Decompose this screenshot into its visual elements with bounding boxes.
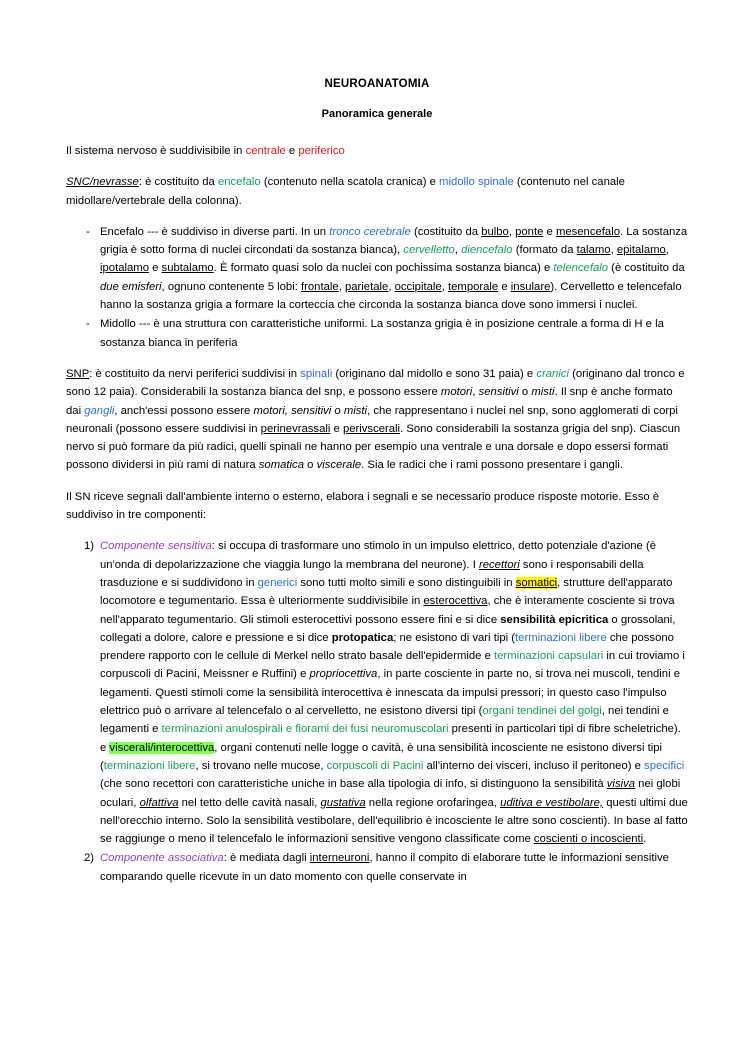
snp-segment-16: perinevrassali [260,422,331,435]
num-0-segment-18: propriocettiva [309,668,378,681]
paragraph-components-intro [66,488,688,525]
page-subtitle: Panoramica generale [321,108,433,120]
snp-segment-22: viscerale [316,459,362,472]
num-0-segment-28: corpuscoli di Pacini [326,759,424,772]
bullet-0-segment-14: , [610,244,617,257]
snp-segment-19: . Sono considerabili la sostanza grigia del snp). Ciascun nervo si può formare da più radici, quelli spinali ne hanno per esempio una ventrale e una dorsale e dopo essersi formati possono dividersi in più rami di natura [66,422,681,472]
snp-segment-17: e [330,422,343,435]
list-item-text [100,315,688,352]
bullet-0-segment-24: , ognuno contenente 5 lobi: [161,280,301,293]
bullet-0-segment-2: (costituito da [410,225,482,238]
snp-segment-21: o [304,459,317,472]
numbered-list-item [66,849,688,886]
num-0-segment-23: presenti in particolari tipi di fibre scheletriche). e [100,723,681,754]
snp-segment-15: , che rappresentano i nuclei nel snp, sono agglomerati di corpi neuronali (possono essere suddivisi in [66,404,678,435]
numbered-list-marker: 1) [84,540,95,553]
snp-segment-18: perivscerali [342,422,401,435]
bullet-0-segment-3: bulbo [481,225,509,238]
text-segment: : è costituito da [138,176,218,189]
num-0-segment-14: terminazioni libere [515,631,607,644]
num-0-segment-30: specifici [644,759,685,772]
bullet-0-segment-19: subtalamo [161,262,214,275]
numbered-list-item [66,537,688,848]
numbered-list [66,537,688,886]
num-0-segment-4: generici [257,576,298,589]
num-0-segment-32: visiva [606,778,636,791]
numbered-list-item-text [100,849,688,886]
bullet-0-segment-20: . È formato quasi solo da nuclei con pochissima sostanza bianca) e [213,262,554,275]
paragraph-intro [66,142,688,160]
bullet-0-segment-0: Encefalo --- è suddiviso in diverse parti. In un [100,225,330,238]
num-0-segment-1: : si occupa di trasformare uno stimolo in un impulso elettrico, detto potenziale d'azione (è un'onda di depolarizzazione che viaggia lungo la membrana del neurone). I [100,540,657,571]
intro3-segment-0: Il SN riceve segnali dall'ambiente interno o esterno, elabora i segnali e se necessario produce risposte motorie. Esso è suddiviso in tre componenti: [66,490,660,522]
paragraph-snc [66,173,688,210]
bullet-list [66,223,688,352]
numbered-list-item-text [100,537,688,848]
bullet-0-segment-28: , [388,280,395,293]
num-0-segment-12: protopatica [331,631,394,644]
bullet-0-segment-21: telencefalo [553,262,609,275]
num-1-segment-2: interneuroni [309,852,370,865]
num-1-segment-0: Componente associativa [100,852,224,865]
bullet-0-segment-32: e [498,280,511,293]
bullet-0-segment-27: parietale [344,280,389,293]
num-0-segment-37: nella regione orofaringea, [365,796,501,809]
snp-segment-23: . Sia le radici che i rami possono presentare i gangli. [361,459,623,472]
snp-segment-4: cranici [536,367,569,380]
snp-segment-2: spinali [300,367,333,380]
num-0-segment-25: , organi contenuti nelle logge o cavità, è una sensibilità incosciente ne esistono diversi tipi ( [100,741,663,772]
bullet-0-segment-13: talamo [576,244,611,257]
bullet-0-segment-9: cervelletto [403,244,455,257]
list-marker: - [86,318,90,331]
list-item [66,315,688,352]
num-0-segment-5: sono tutti molto simili e sono distinguibili in [297,576,516,589]
term-snc: SNC/nevrasse [66,176,139,189]
num-0-segment-36: gustativa [320,796,366,809]
bullet-0-segment-7: mesencefalo [555,225,620,238]
num-0-segment-2: recettori [478,558,520,571]
text-segment-periferico: periferico [298,145,345,157]
num-0-segment-35: nel tetto delle cavità nasali, [178,796,321,809]
snp-segment-14: motori, sensitivi o misti [253,404,368,417]
numbered-list-marker: 2) [84,852,95,865]
snp-segment-6: motori [440,386,473,399]
num-0-segment-8: esterocettiva [423,595,488,608]
num-0-segment-38: uditiva e vestibolare, [500,796,604,809]
bullet-0-segment-1: tronco cerebrale [329,225,411,238]
bullet-0-segment-26: , [338,280,345,293]
bullet-0-segment-22: (è costituito da [608,262,685,275]
num-1-segment-1: : è mediata dagli [223,852,310,865]
snp-segment-11: . Il snp è anche formato dai [66,386,673,417]
bullet-0-segment-17: ipotalamo [100,262,149,275]
num-0-segment-19: , in parte cosciente in parte no, si trova nei muscoli, tendini e legamenti. Questi stimoli come la sensibilità interocettiva è innescata da impulsi pressori; in questo caso l'impulso elettrico può o arrivare al telencefalo o al cervelletto, ne esistono diversi tipi ( [100,668,680,718]
num-0-segment-31: (che sono recettori con caratteristiche uniche in base alla tipologia di info, si distinguono la sensibilità [100,778,607,791]
snp-segment-3: (originano dal midollo e sono 31 paia) e [332,367,537,380]
bullet-0-segment-8: . La sostanza grigia è sotto forma di nuclei circondati da sostanza bianca), [100,225,688,257]
bullet-1-segment-0: Midollo --- è una struttura con caratteristiche uniformi. La sostanza grigia è in posizione centrale a forma di H e la sostanza bianca in periferia [100,318,664,349]
num-0-segment-9: , che è interamente cosciente si trova nell'apparato tegumentario. Gli stimoli esterocettivi possono essere fini e si dice [100,595,675,626]
num-0-segment-13: ; ne esistono di vari tipi ( [393,631,516,644]
list-item-text [100,223,688,314]
page-title: NEUROANATOMIA [324,78,430,90]
num-0-segment-16: terminazioni capsulari [494,650,604,663]
num-0-segment-15: che possono prendere rapporto con le cellule di Merkel nello strato basale dell'epidermide e [100,631,674,663]
bullet-0-segment-11: diencefalo [461,244,513,257]
num-0-segment-21: , nei tendini e legamenti e [100,705,669,736]
term-encefalo: encefalo [217,176,261,189]
num-1-segment-3: , hanno il compito di elaborare tutte le informazioni sensitive comparando quelle ricevute in un dato momento con quelle conservate in [100,852,669,883]
text-segment: Il sistema nervoso è suddivisibile in [66,145,246,157]
num-0-segment-26: terminazioni libere [103,759,196,772]
num-0-segment-7: , strutture dell'apparato locomotore e tegumentario. Essa è ulteriormente suddivisibile in [100,576,673,608]
num-0-segment-11: o grossolani, collegati a dolore, calore e pressione e si dice [100,613,676,644]
text-segment: (contenuto nel canale midollare/vertebrale della colonna). [66,176,625,207]
bullet-0-segment-6: e [543,225,556,238]
num-0-segment-22: terminazioni anulospirali e fiorami dei fusi neuromuscolari [161,723,449,736]
paragraph-snp [66,365,688,475]
snp-segment-8: sensitivi [478,386,519,399]
list-marker: - [86,225,90,238]
snp-segment-20: somatica [258,459,304,472]
snp-segment-7: , [472,386,479,399]
bullet-0-segment-4: , [508,225,516,238]
bullet-0-segment-15: epitalamo [616,244,666,257]
num-0-segment-24: viscerali/interocettiva [109,741,215,754]
num-0-segment-0: Componente sensitiva [100,540,212,553]
num-0-segment-34: olfattiva [139,796,179,809]
num-0-segment-20: organi tendinei del golgi [482,705,602,718]
text-segment: (contenuto nella scatola cranica) e [260,176,440,189]
bullet-0-segment-29: occipitale [394,280,442,293]
bullet-0-segment-23: due emisferi [100,280,162,293]
num-0-segment-29: all'interno dei visceri, incluso il peritoneo) e [423,759,645,772]
bullet-0-segment-5: ponte [515,225,544,238]
num-0-segment-17: in cui troviamo i corpuscoli di Pacini, Meissner e Ruffini) e [100,650,685,681]
snp-segment-10: misti [531,386,555,399]
list-item [66,223,688,314]
snp-segment-1: : è costituito da nervi periferici suddivisi in [89,367,301,380]
snp-segment-0: SNP [66,367,90,380]
num-0-segment-3: sono i responsabili della trasduzione e si suddividono in [100,558,644,589]
bullet-0-segment-31: temporale [447,280,499,293]
num-0-segment-6: somatici [515,576,558,589]
snp-segment-5: (originano dal tronco e sono 12 paia). Considerabili la sostanza bianca del snp, e possono essere [66,367,685,399]
bullet-0-segment-30: , [441,280,448,293]
num-0-segment-40: coscienti o incoscienti [533,833,644,846]
text-segment-centrale: centrale [245,145,286,157]
snp-segment-9: o [518,386,532,399]
snp-segment-13: , anch'essi possono essere [114,404,254,417]
num-0-segment-27: , si trovano nelle mucose, [195,759,327,772]
snp-segment-12: gangli [84,404,115,417]
bullet-0-segment-16: , [665,244,669,257]
bullet-0-segment-10: , [454,244,462,257]
num-0-segment-41: . [643,833,647,846]
bullet-0-segment-25: frontale [301,280,339,293]
bullet-0-segment-34: ). Cervelletto e telencefalo hanno la sostanza grigia a formare la corteccia che circonda la sostanza bianca dove sono immersi i nuclei. [100,280,682,312]
term-midollo-spinale: midollo spinale [439,176,514,189]
num-0-segment-33: nei globi oculari, [100,778,681,809]
text-segment: e [285,145,299,157]
num-0-segment-10: sensibilità epicritica [500,613,609,626]
num-0-segment-39: questi ultimi due nell'orecchio interno. Solo la sensibilità vestibolare, dell'equilibrio è incosciente le altre sono coscienti). In base al fatto se raggiunge o meno il telencefalo le informazioni sensitive vengono classificate come [100,796,688,846]
bullet-0-segment-33: insulare [510,280,551,293]
bullet-0-segment-12: (formato da [512,244,577,257]
bullet-0-segment-18: e [148,262,162,275]
